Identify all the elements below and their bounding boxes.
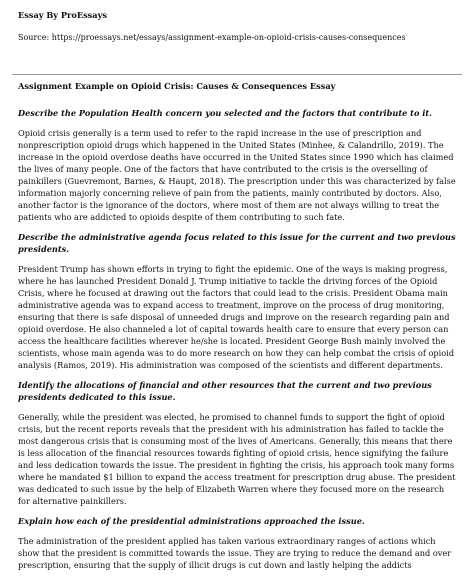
section-paragraph: Opioid crisis generally is a term used to refer to the rapid increase in the use of prescription and nonprescription opioid drugs which happened in the United States (Minhee, & Calandrillo, 2019). The increase in the opioid overdose deaths have occurred in the United States since 1990 which has claimed the lives of many people. One of the factors that have contributed to the crisis is the overselling of painkillers (Guevremont, Barnes, & Haupt, 2018). The prescription under this was characterized by false information majorly concerning relieve of pain from the patients, mainly contributed by doctors. Also, another factor is the ignorance of the doctors, where most of them are not always willing to treat the patients who are addicted to opioids despite of them contributing to such fate.	[18, 128, 456, 222]
section-question: Describe the administrative agenda focus related to this issue for the current and two previous presidents.	[18, 232, 456, 254]
section-paragraph: Generally, while the president was elected, he promised to channel funds to support the fight of opioid crisis, but the recent reports reveals that the president with his administration has failed to tackle the most dangerous crisis that is consuming most of the lives of Americans. Generally, this means that there is less allocation of the financial resources towards fighting of opioid crisis, hence signifying the failure and less dedication towards the issue. The president in fighting the crisis, his approach took many forms where he mandated $1 billion to expand the access treatment for prescription drug abuse. The president was dedicated to such issue by the help of Elizabeth Warren where they focused more on the research for alternative painkillers.	[18, 412, 456, 506]
brand-title: Essay By ProEssays	[18, 10, 107, 20]
page-header	[18, 4, 458, 44]
essay-title: Assignment Example on Opioid Crisis: Causes & Consequences Essay	[18, 81, 336, 91]
section-question: Describe the Population Health concern you selected and the factors that contribute to it.	[18, 108, 433, 118]
source-line: Source: https://proessays.net/essays/assignment-example-on-opioid-crisis-causes-consequences	[18, 33, 406, 42]
essay-body	[18, 80, 458, 579]
section-question: Identify the allocations of financial and other resources that the current and two previous presidents dedicated to this issue.	[18, 380, 432, 402]
section-paragraph: The administration of the president applied has taken various extraordinary ranges of actions which show that the president is committed towards the issue. They are trying to reduce the demand and over prescription, ensuring that the supply of illicit drugs is cut down and lastly helping the addicts	[18, 536, 452, 570]
section-question: Explain how each of the presidential administrations approached the issue.	[18, 516, 365, 526]
section-paragraph: President Trump has shown efforts in trying to fight the epidemic. One of the ways is making progress, where he has launched President Donald J. Trump initiative to tackle the driving forces of the Opioid Crisis, where he focused at drawing out the factors that could lead to the crisis. President Obama main administrative agenda was to expand access to treatment, improve on the process of drug monitoring, ensuring that there is safe disposal of unneeded drugs and improve on the research regarding pain and opioid overdose. He also channeled a lot of capital towards health care to ensure that every person can access the healthcare facilities wherever he/she is located. President George Bush mainly involved the scientists, whose main agenda was to do more research on how they can help combat the crisis of opioid analysis (Ramos, 2019). His administration was composed of the scientists and different departments.	[18, 264, 455, 370]
header-divider	[12, 74, 462, 75]
